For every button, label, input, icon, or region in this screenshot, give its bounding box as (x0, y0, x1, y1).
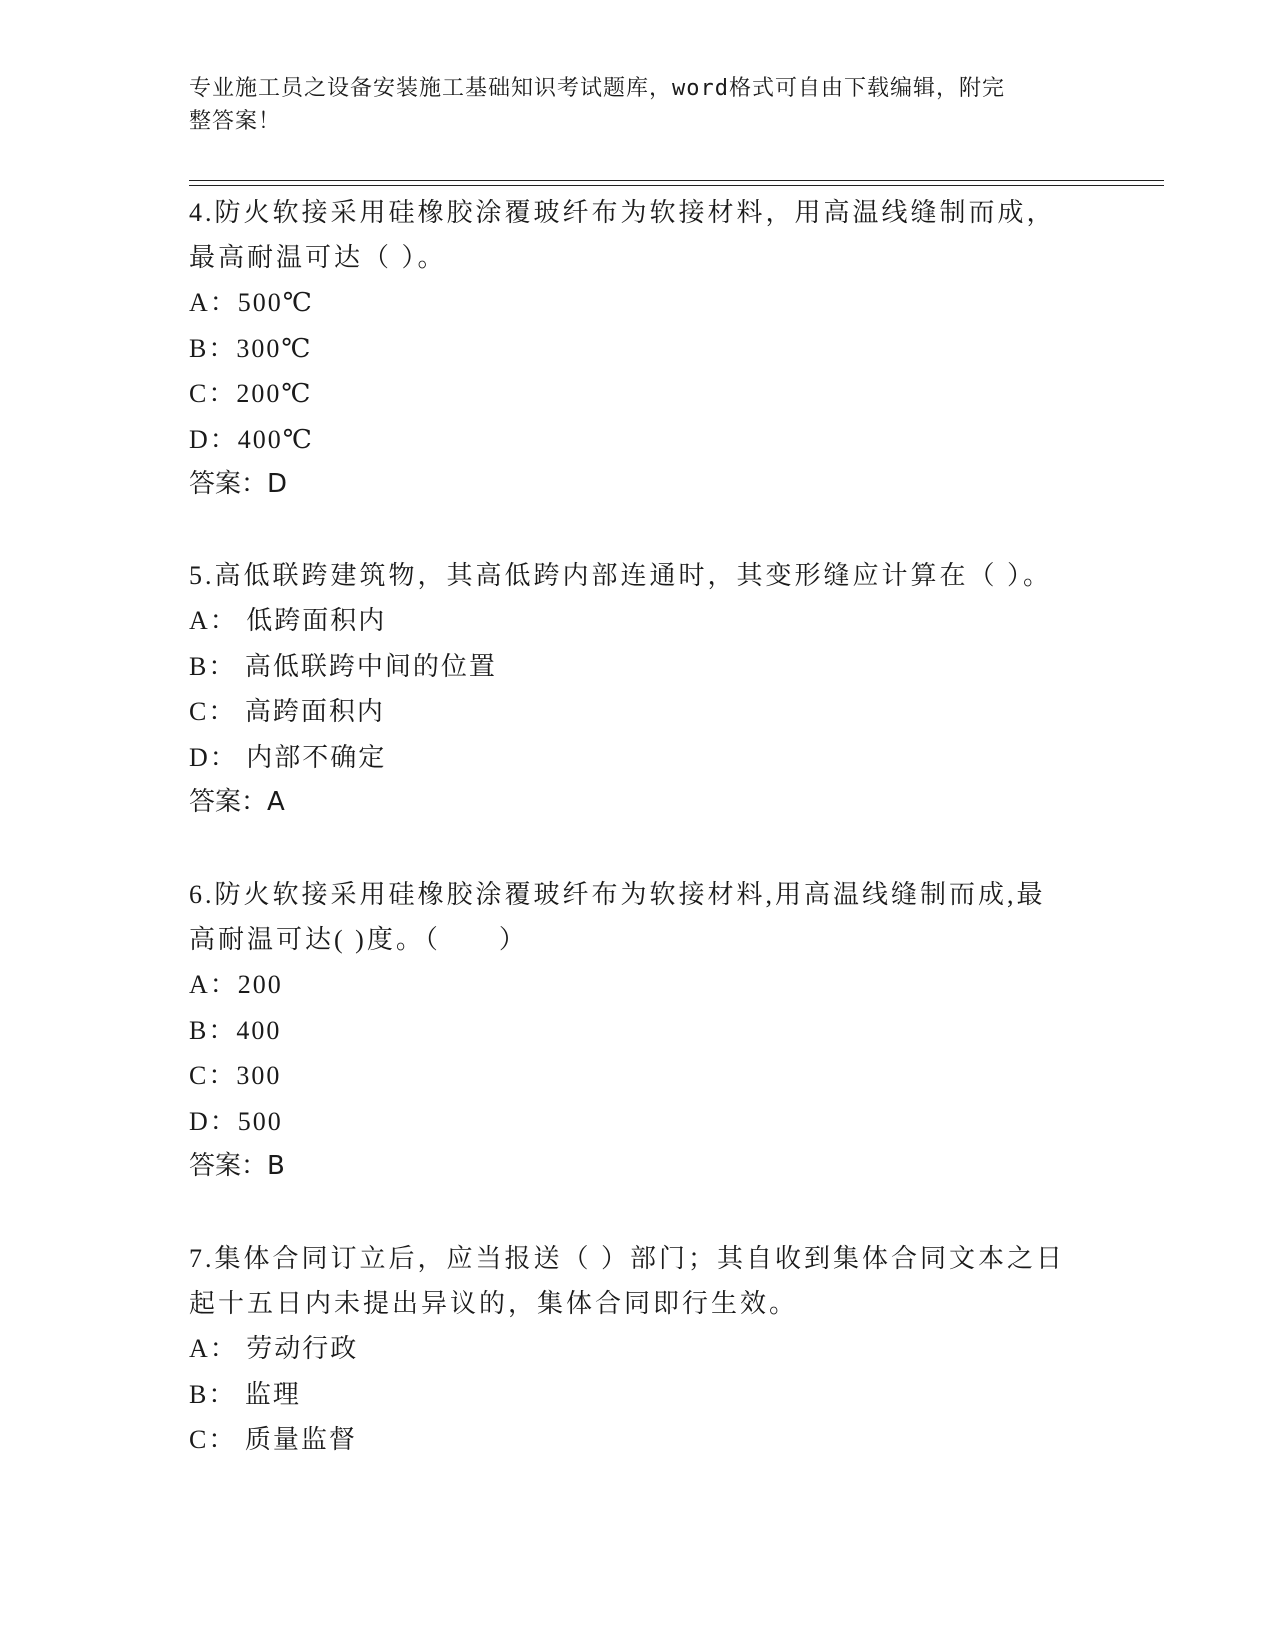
header-line-2: 整答案！ (189, 109, 282, 134)
option-text: 500℃ (237, 288, 314, 317)
option-text: 监理 (236, 1379, 301, 1409)
option-d (189, 735, 1089, 781)
option-text: 内部不确定 (237, 742, 387, 772)
option-letter: C： (189, 697, 237, 726)
option-a (189, 280, 1089, 326)
option-d (189, 1099, 1089, 1145)
option-letter: B： (189, 333, 237, 363)
option-d (189, 417, 1089, 463)
answer-line: 答案：A (189, 787, 285, 817)
header-line-1: 专业施工员之设备安装施工基础知识考试题库，word格式可自由下载编辑，附完 (189, 76, 1005, 101)
question-6 (189, 872, 1089, 1189)
option-letter: C： (189, 379, 237, 408)
option-text: 质量监督 (236, 1425, 357, 1454)
option-letter: B： (189, 1015, 237, 1045)
option-b (189, 1372, 1089, 1418)
option-c (189, 371, 1089, 417)
option-text: 500 (237, 1106, 283, 1136)
document-header (189, 72, 1089, 138)
option-letter: B： (189, 1379, 237, 1409)
answer-line: 答案：B (189, 1151, 285, 1181)
option-text: 400℃ (237, 424, 314, 454)
option-letter: B： (189, 651, 237, 681)
option-text: 300 (236, 1061, 282, 1090)
question-stem-line-2: 最高耐温可达（ ）。 (189, 243, 447, 272)
header-divider-top (189, 180, 1164, 181)
option-text: 200 (237, 970, 283, 999)
option-b (189, 326, 1089, 372)
option-c (189, 1417, 1089, 1463)
option-text: 高跨面积内 (236, 697, 385, 726)
option-text: 200℃ (236, 379, 313, 408)
question-stem-line-1: 5.高低联跨建筑物，其高低跨内部连通时，其变形缝应计算在（ ）。 (189, 561, 1053, 590)
option-text: 300℃ (236, 333, 313, 363)
question-stem-line-2: 起十五日内未提出异议的，集体合同即行生效。 (189, 1289, 799, 1318)
option-text: 高低联跨中间的位置 (236, 651, 497, 681)
question-5 (189, 553, 1089, 825)
option-a (189, 1326, 1089, 1372)
option-text: 低跨面积内 (237, 606, 387, 635)
option-letter: A： (189, 1334, 238, 1363)
header-divider-bottom (189, 185, 1164, 186)
question-4 (189, 190, 1089, 507)
option-b (189, 644, 1089, 690)
question-stem-line-2: 高耐温可达( )度。（ ） (189, 925, 528, 954)
question-7 (189, 1236, 1089, 1463)
option-b (189, 1008, 1089, 1054)
option-text: 劳动行政 (237, 1334, 359, 1363)
question-stem-line-1: 7.集体合同订立后，应当报送（ ）部门；其自收到集体合同文本之日 (189, 1244, 1066, 1273)
option-letter: D： (189, 1106, 238, 1136)
option-c (189, 689, 1089, 735)
option-c (189, 1053, 1089, 1099)
option-letter: C： (189, 1061, 237, 1090)
option-letter: A： (189, 970, 238, 999)
option-letter: A： (189, 288, 238, 317)
option-text: 400 (236, 1015, 282, 1045)
option-a (189, 962, 1089, 1008)
option-letter: D： (189, 424, 238, 454)
answer-line: 答案：D (189, 469, 288, 499)
question-stem-line-1: 6.防火软接采用硅橡胶涂覆玻纤布为软接材料,用高温线缝制而成,最 (189, 880, 1046, 909)
question-stem-line-1: 4.防火软接采用硅橡胶涂覆玻纤布为软接材料，用高温线缝制而成， (189, 198, 1056, 227)
option-letter: A： (189, 606, 238, 635)
option-a (189, 598, 1089, 644)
option-letter: D： (189, 742, 238, 772)
option-letter: C： (189, 1425, 237, 1454)
